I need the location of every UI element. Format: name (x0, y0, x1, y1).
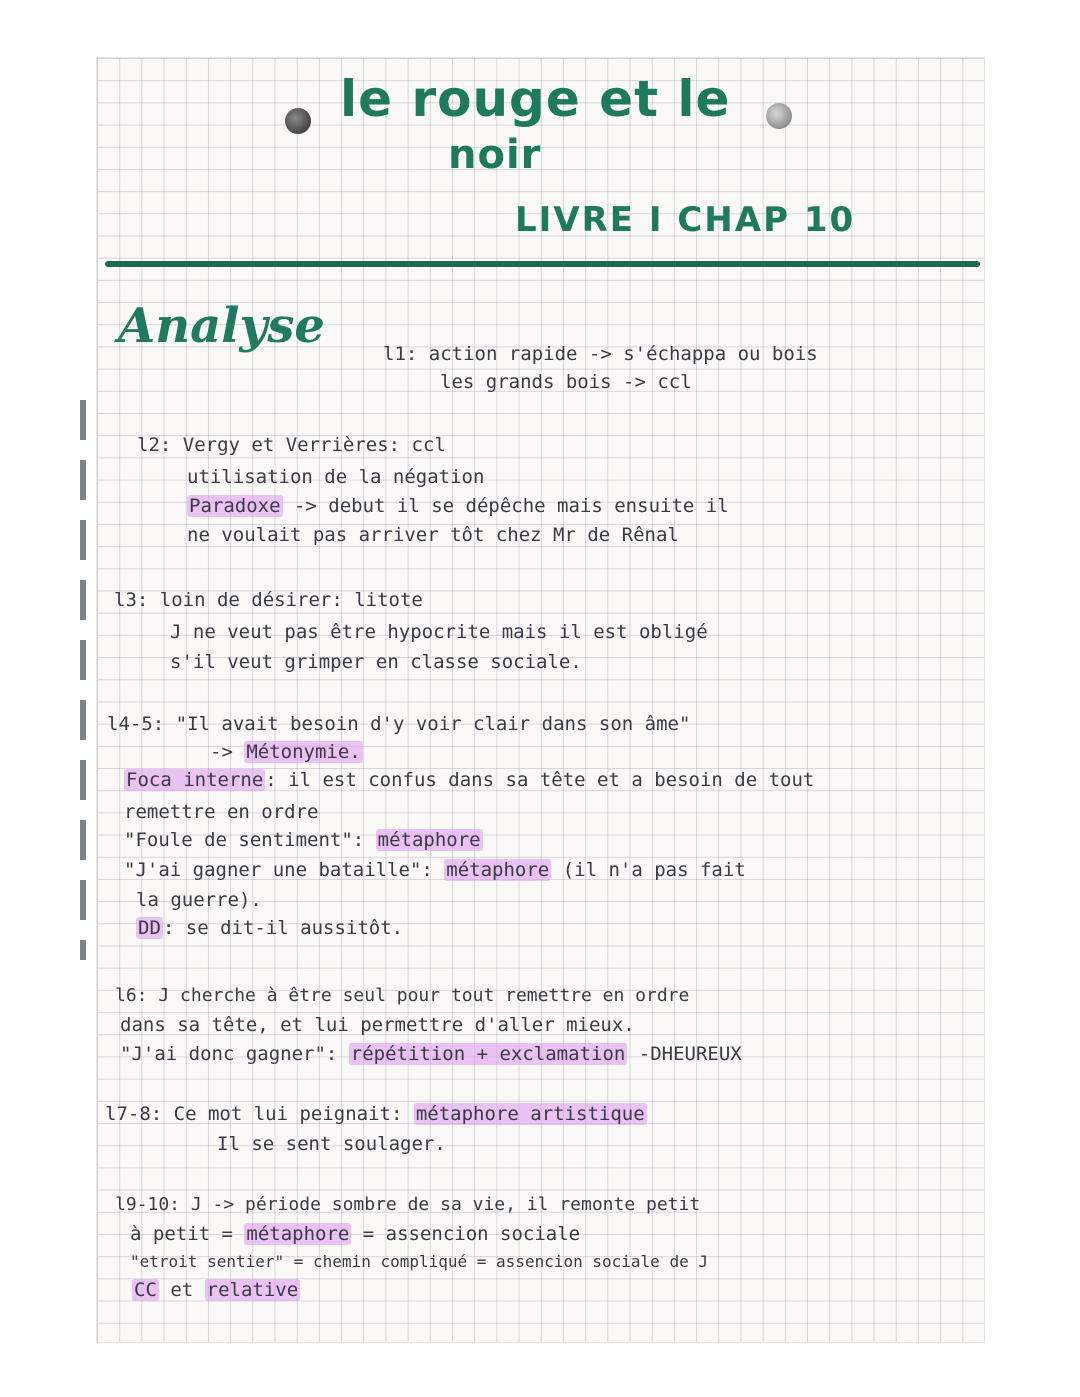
chapter-subtitle: LIVRE I CHAP 10 (515, 200, 856, 240)
note-l2-line3 (187, 494, 729, 518)
highlight-repetition: répétition + exclamation (350, 1043, 626, 1065)
note-gagner-prefix: "J'ai gagner une bataille": (124, 859, 445, 881)
note-l45-line6 (124, 858, 746, 882)
highlight-dd: DD (138, 917, 161, 939)
highlight-metaphore-foule: métaphore (377, 829, 481, 851)
note-l78-line2: Il se sent soulager. (217, 1133, 446, 1155)
highlight-relative: relative (206, 1279, 299, 1301)
highlight-paradoxe: Paradoxe (189, 495, 281, 517)
note-gagner-rest: (il n'a pas fait (551, 859, 746, 881)
note-l2-line4: ne voulait pas arriver tôt chez Mr de Rênal (187, 524, 679, 546)
page-title-line2: noir (448, 132, 542, 178)
note-l910-mid: et (158, 1279, 205, 1301)
highlight-metonymie: Métonymie. (246, 741, 361, 763)
note-l45-line8 (136, 916, 403, 940)
highlight-metaphore-bataille: métaphore (446, 859, 550, 881)
note-l45-line5 (124, 828, 483, 852)
highlight-cc: CC (134, 1279, 157, 1301)
note-l2-line1: l2: Vergy et Verrières: ccl (137, 434, 446, 456)
punch-hole-right (766, 103, 792, 129)
note-l45-line2 (210, 740, 363, 764)
section-heading: Analyse (118, 298, 325, 354)
note-l6-prefix: "J'ai donc gagner": (120, 1043, 349, 1065)
note-foule-prefix: "Foule de sentiment": (124, 829, 376, 851)
note-l910-prefix: à petit = (130, 1223, 245, 1245)
highlight-foca-interne: Foca interne (126, 769, 264, 791)
page-title-line1: le rouge et le (340, 70, 731, 128)
note-l910-line2 (130, 1222, 580, 1246)
note-l910-line4 (132, 1278, 300, 1302)
punch-hole-left (285, 108, 311, 134)
note-l910-rest: = assencion sociale (351, 1223, 581, 1245)
note-l910-line1: l9-10: J -> période sombre de sa vie, il remonte petit (115, 1194, 701, 1215)
note-l78-line1 (105, 1102, 647, 1126)
note-l45-line3 (124, 768, 814, 792)
note-l45-line7: la guerre). (136, 889, 262, 911)
note-l910-line3: "etroit sentier" = chemin compliqué = assencion sociale de J (130, 1252, 708, 1271)
note-l6-line1: l6: J cherche à être seul pour tout remettre en ordre (115, 985, 690, 1006)
note-l3-line2: J ne veut pas être hypocrite mais il est obligé (170, 621, 708, 643)
note-dd-rest: : se dit-il aussitôt. (162, 917, 404, 939)
highlight-metaphore-petit: métaphore (246, 1223, 350, 1245)
note-l45-line4: remettre en ordre (124, 801, 319, 823)
note-l6-line2: dans sa tête, et lui permettre d'aller mieux. (120, 1014, 635, 1036)
highlight-metaphore-artistique: métaphore artistique (415, 1103, 645, 1125)
note-l45-line1: l4-5: "Il avait besoin d'y voir clair dans son âme" (107, 713, 691, 735)
arrow-prefix: -> (210, 741, 245, 763)
note-l45-line3-rest: : il est confus dans sa tête et a besoin de tout (265, 769, 815, 791)
title-divider (105, 261, 980, 267)
note-l6-line3 (120, 1042, 742, 1066)
note-l2-line2: utilisation de la négation (187, 466, 485, 488)
note-l3-line1: l3: loin de désirer: litote (114, 589, 423, 611)
background-edge (80, 400, 86, 960)
note-l2-line3-rest: -> debut il se dépêche mais ensuite il (282, 495, 729, 517)
note-l6-rest: -DHEUREUX (627, 1043, 742, 1065)
note-l78-prefix: l7-8: Ce mot lui peignait: (105, 1103, 414, 1125)
note-l1-line1: l1: action rapide -> s'échappa ou bois (383, 343, 818, 365)
note-l3-line3: s'il veut grimper en classe sociale. (170, 651, 582, 673)
note-l1-line2: les grands bois -> ccl (440, 371, 692, 393)
